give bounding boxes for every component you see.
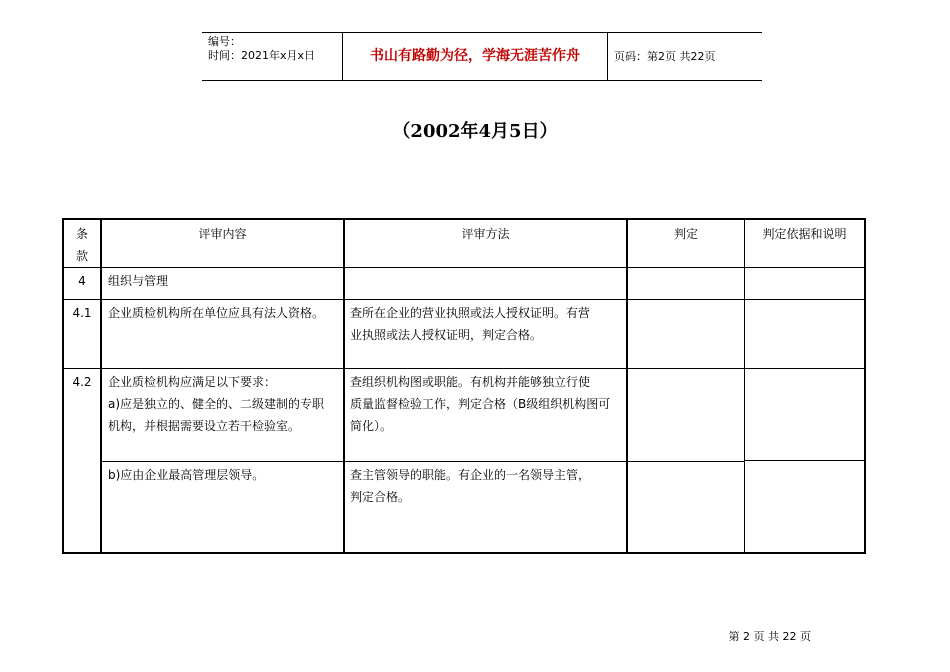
header-page-code: 页码：第2页 共22页 (614, 50, 716, 63)
clause-cell: 4 (78, 274, 86, 288)
method-cell: 查主管领导的职能。有企业的一名领导主管， 判定合格。 (350, 468, 591, 504)
date-title: （2002年4月5日） (392, 121, 558, 142)
review-table (62, 218, 866, 554)
clause-cell: 4.1 (72, 306, 92, 320)
page-footer: 第 2 页 共 22 页 (728, 630, 811, 643)
content-cell: 企业质检机构应满足以下要求： a)应是独立的、健全的、二级建制的专职机构，并根据需要设立若干检验室。 (108, 375, 325, 433)
header-meta (202, 33, 342, 80)
col-header-content: 评审内容 (198, 227, 247, 241)
method-cell: 查组织机构图或职能。有机构并能够独立行使 质量监督检验工作，判定合格（B级组织机构图可简化）。 (350, 375, 611, 433)
col-header-method: 评审方法 (461, 227, 510, 241)
header-motto: 书山有路勤为径，学海无涯苦作舟 (342, 33, 608, 80)
content-cell: b)应由企业最高管理层领导。 (108, 468, 265, 482)
col-header-basis: 判定依据和说明 (762, 227, 847, 241)
number-label: 编号： (208, 35, 241, 48)
document-header (202, 32, 762, 81)
method-cell: 查所在企业的营业执照或法人授权证明。有营 业执照或法人授权证明，判定合格。 (350, 306, 591, 342)
col-header-judgement: 判定 (673, 227, 698, 241)
content-cell: 企业质检机构所在单位应具有法人资格。 (108, 306, 325, 320)
time-line: 时间：2021年x月x日 (208, 49, 316, 62)
col-header-clause: 条款 (75, 227, 88, 263)
content-cell: 组织与管理 (108, 274, 169, 288)
clause-cell: 4.2 (72, 375, 92, 389)
